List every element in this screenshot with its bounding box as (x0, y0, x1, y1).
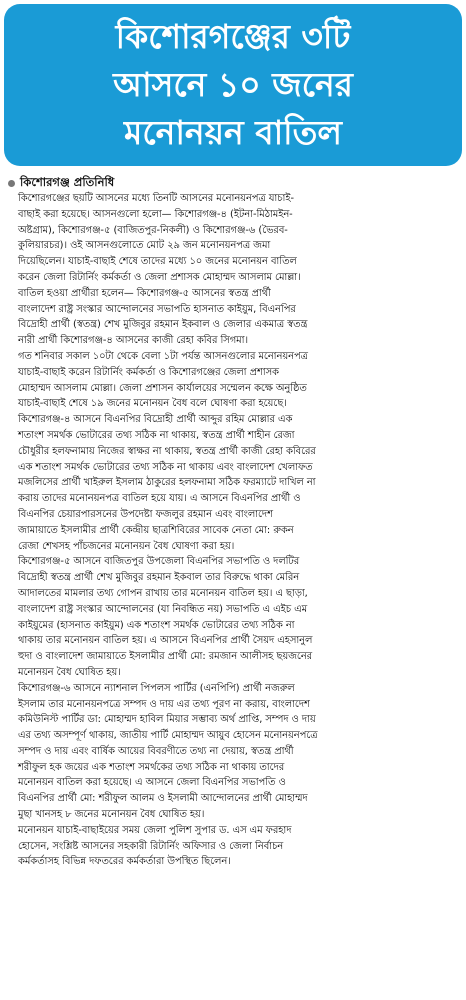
paragraph-line: কর্মকর্তাসহ বিভিন্ন দফতরের কর্মকর্তারা উপস্থিত ছিলেন। (18, 856, 231, 868)
paragraph-line: বিএনপির চেয়ারপারসনের উপদেষ্টা ফজলুর রহমান এবং বাংলাদেশ (18, 508, 273, 520)
paragraph-line: শরীফুল হক জয়ের এক শতাংশ সমর্থকের তথ্য সঠিক না থাকায় তাদের (18, 761, 285, 773)
paragraph-line: কিশোরগঞ্জ-৬ আসনে ন্যাশনাল পিপলস পার্টির (এনপিপি) প্রার্থী নজরুল (18, 682, 295, 694)
paragraph-line: করায় তাদের মনোনয়নপত্র বাতিল হয়ে যায়। এ আসনে বিএনপির প্রার্থী ও (18, 493, 301, 505)
headline-banner (4, 4, 462, 166)
byline-text: কিশোরগঞ্জ প্রতিনিধি (20, 175, 115, 189)
paragraph-line: মজলিসের প্রার্থী খাইরুল ইসলাম ঠাকুরের হলফনামা সঠিক ফরম্যাটে দাখিল না (18, 477, 316, 489)
paragraph-line: বিদ্রোহী স্বতন্ত্র প্রার্থী শেখ মুজিবুর রহমান ইকবাল তার বিরুদ্ধে থাকা মেরিন (18, 572, 300, 584)
paragraph-line: মনোনয়ন বৈধ ঘোষিত হয়। (18, 666, 121, 678)
paragraph-line: করেন জেলা রিটার্নিং কর্মকর্তা ও জেলা প্রশাসক মোহাম্মদ আসলাম মোল্লা। (18, 271, 301, 283)
paragraph-line: গত শনিবার সকাল ১০টা থেকে বেলা ১টা পর্যন্ত আসনগুলোর মনোনয়নপত্র (18, 350, 308, 362)
paragraph-line: কিশোরগঞ্জ-৪ আসনে বিএনপির বিদ্রোহী প্রার্থী আব্দুর রহিম মোল্লার এক (18, 414, 293, 426)
paragraph-line: বাংলাদেশ রাষ্ট্র সংস্কার আন্দোলনের সভাপতি হাসনাত কাইয়ুম, বিএনপির (18, 303, 296, 315)
paragraph-line: যাচাই-বাছাই করেন রিটার্নিং কর্মকর্তা ও কিশোরগঞ্জের জেলা প্রশাসক (18, 366, 279, 378)
article-paragraph (6, 412, 458, 554)
paragraph-line: থাকায় তার মনোনয়ন বাতিল হয়। এ আসনে বিএনপির প্রার্থী সৈয়দ এহসানুল (18, 635, 313, 647)
paragraph-line: রেজা শেখসহ পাঁচজনের মনোনয়ন বৈধ ঘোষণা করা হয়। (18, 540, 235, 552)
paragraph-line: কমিউনিস্ট পার্টির ডা: মোহাম্মদ হাবিল মিয়ার সম্ভাব্য অর্থ প্রাপ্তি, সম্পদ ও দায় (18, 714, 316, 726)
paragraph-line: কিশোরগঞ্জের ছয়টি আসনের মধ্যে তিনটি আসনের মনোনয়নপত্র যাচাই- (18, 193, 294, 204)
article-paragraph (6, 554, 458, 680)
paragraph-line: হোসেন, সংশ্লিষ্ট আসনের সহকারী রিটার্নিং অফিসার ও জেলা নির্বাচন (18, 840, 284, 852)
article-paragraph (6, 286, 458, 349)
paragraph-line: যাচাই-বাছাই শেষে ১৯ জনের মনোনয়ন বৈধ বলে ঘোষণা করা হয়েছে। (18, 398, 287, 410)
paragraph-line: কুলিয়ারচর)। ওই আসনগুলোতে মোট ২৯ জন মনোনয়নপত্র জমা (18, 240, 271, 252)
paragraph-line: বাংলাদেশ রাষ্ট্র সংস্কার আন্দোলনের (যা নিবন্ধিত নয়) সভাপতি এ এইচ এম (18, 603, 308, 615)
paragraph-line: চৌধুরীর হলফনামায় নিজের স্বাক্ষর না থাকায়, স্বতন্ত্র প্রার্থী কাজী রেহা কবিরের (18, 445, 316, 457)
headline-line-2: আসনে ১০ জনের (113, 65, 353, 104)
paragraph-line: বাছাই করা হয়েছে। আসনগুলো হলো— কিশোরগঞ্জ-৪ (ইটনা-মিঠামইন- (18, 208, 293, 220)
paragraph-line: জামায়াতে ইসলামীর প্রার্থী কেন্দ্রীয় ছাত্রশিবিরের সাবেক নেতা মো: রুকন (18, 524, 294, 536)
paragraph-line: বাতিল হওয়া প্রার্থীরা হলেন— কিশোরগঞ্জ-৫ আসনের স্বতন্ত্র প্রার্থী (18, 287, 271, 299)
article-body (6, 191, 458, 870)
paragraph-line: মনোনয়ন যাচাই-বাছাইয়ের সময় জেলা পুলিশ সুপার ড. এস এম ফরহাদ (18, 824, 292, 836)
paragraph-line: কাইয়ুমের (হাসনাত কাইয়ুম) এক শতাংশ সমর্থক ভোটারের তথ্য সঠিক না (18, 619, 295, 631)
paragraph-line: শতাংশ সমর্থক ভোটারের তথ্য সঠিক না থাকায়, স্বতন্ত্র প্রার্থী শাহীন রেজা (18, 429, 295, 441)
article-paragraph (6, 681, 458, 823)
paragraph-line: মুছা খানসহ ৮ জনের মনোনয়ন বৈধ ঘোষিত হয়। (18, 809, 205, 821)
paragraph-line: দিয়েছিলেন। যাচাই-বাছাই শেষে তাদের মধ্যে ১০ জনের মনোনয়ন বাতিল (18, 256, 297, 268)
paragraph-line: বিদ্রোহী প্রার্থী (স্বতন্ত্র) শেখ মুজিবুর রহমান ইকবাল ও জেলার একমাত্র স্বতন্ত্র (18, 319, 308, 331)
paragraph-line: নারী প্রার্থী কিশোরগঞ্জ-৪ আসনের কাজী রেহা কবির সিগমা। (18, 335, 248, 347)
paragraph-line: এর তথ্য অসম্পূর্ণ থাকায়, জাতীয় পার্টি মোহাম্মদ আয়ুব হোসেন মনোনয়নপত্রে (18, 730, 318, 742)
headline-line-1: কিশোরগঞ্জের ৩টি (115, 17, 351, 56)
article-paragraph (6, 191, 458, 286)
paragraph-line: বিএনপির প্রার্থী মো: শরীফুল আলম ও ইসলামী আন্দোলনের প্রার্থী মোহাম্মদ (18, 793, 308, 805)
paragraph-line: আদালতের মামলার তথ্য গোপন রাখায় তার মনোনয়ন বাতিল হয়। এ ছাড়া, (18, 587, 308, 599)
article-paragraph (6, 823, 458, 870)
paragraph-line: মোহাম্মদ আসলাম মোল্লা। জেলা প্রশাসন কার্যালয়ের সম্মেলন কক্ষে অনুষ্ঠিত (18, 382, 307, 394)
headline-line-3: মনোনয়ন বাতিল (124, 113, 342, 152)
paragraph-line: কিশোরগঞ্জ-৫ আসনে বাজিতপুর উপজেলা বিএনপির সভাপতি ও দলটির (18, 556, 300, 568)
paragraph-line: এক শতাংশ সমর্থক ভোটারের তথ্য সঠিক না থাকায় এবং বাংলাদেশ খেলাফত (18, 461, 313, 473)
bullet-icon (8, 180, 15, 187)
paragraph-line: সম্পদ ও দায় এবং বার্ষিক আয়ের বিবরণীতে তথ্য না দেয়ায়, স্বতন্ত্র প্রার্থী (18, 745, 294, 757)
paragraph-line: অষ্টগ্রাম), কিশোরগঞ্জ-৫ (বাজিতপুর-নিকলী) ও কিশোরগঞ্জ-৬ (ভৈরব- (18, 224, 288, 236)
article-paragraph (6, 349, 458, 412)
paragraph-line: ইসলাম তার মনোনয়নপত্রে সম্পদ ও দায় এর তথ্য পূরণ না করায়, বাংলাদেশ (18, 698, 310, 710)
paragraph-line: হুদা ও বাংলাদেশ জামায়াতে ইসলামীর প্রার্থী মো: রমজান আলীসহ ছয়জনের (18, 651, 313, 663)
paragraph-line: মনোনয়ন বাতিল করা হয়েছে। এ আসনে জেলা বিএনপির সভাপতি ও (18, 777, 286, 789)
